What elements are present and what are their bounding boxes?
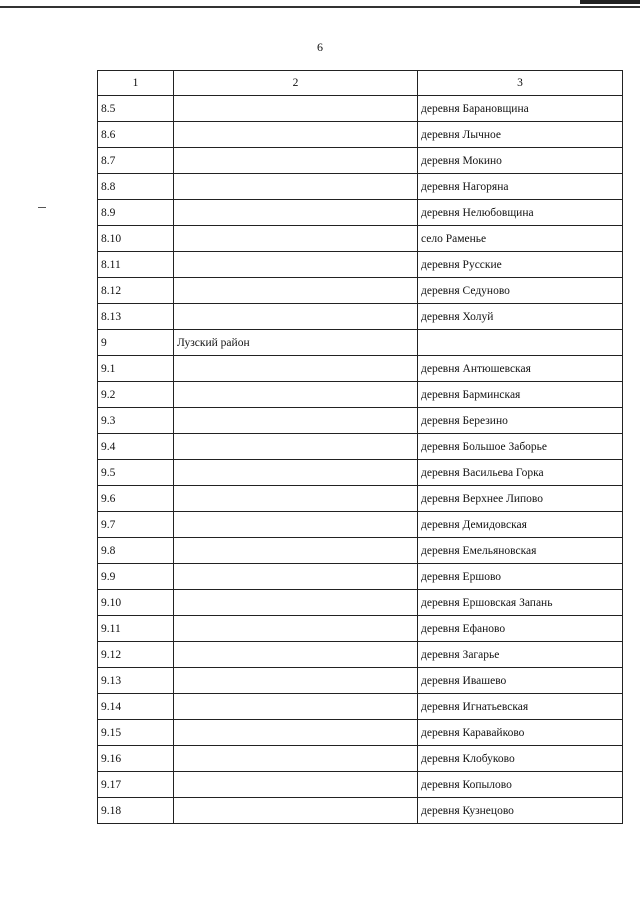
settlement-cell: деревня Нелюбовщина (418, 200, 623, 226)
row-number-cell: 8.13 (98, 304, 174, 330)
settlement-cell: деревня Мокино (418, 148, 623, 174)
district-cell (174, 538, 418, 564)
settlement-cell: деревня Верхнее Липово (418, 486, 623, 512)
row-number-cell: 9.1 (98, 356, 174, 382)
table-row (98, 122, 623, 148)
table-row (98, 746, 623, 772)
table-row (98, 538, 623, 564)
settlement-cell: деревня Барминская (418, 382, 623, 408)
district-cell (174, 122, 418, 148)
table-row (98, 668, 623, 694)
row-number-cell: 8.10 (98, 226, 174, 252)
settlement-cell: деревня Каравайково (418, 720, 623, 746)
margin-mark (38, 207, 46, 208)
table-row (98, 174, 623, 200)
district-cell (174, 96, 418, 122)
district-cell (174, 252, 418, 278)
row-number-cell: 9.7 (98, 512, 174, 538)
table-row (98, 564, 623, 590)
table-row (98, 720, 623, 746)
table-row (98, 304, 623, 330)
settlement-cell: деревня Загарье (418, 642, 623, 668)
table-row (98, 330, 623, 356)
settlement-cell: деревня Ершово (418, 564, 623, 590)
settlement-cell: деревня Седуново (418, 278, 623, 304)
row-number-cell: 9.11 (98, 616, 174, 642)
district-cell (174, 304, 418, 330)
settlement-cell: деревня Холуй (418, 304, 623, 330)
settlement-cell: деревня Лычное (418, 122, 623, 148)
district-cell (174, 278, 418, 304)
row-number-cell: 9.14 (98, 694, 174, 720)
row-number-cell: 9.3 (98, 408, 174, 434)
settlement-cell: деревня Русские (418, 252, 623, 278)
page-number: 6 (317, 40, 323, 54)
table-row (98, 460, 623, 486)
table-row (98, 200, 623, 226)
settlement-cell: деревня Игнатьевская (418, 694, 623, 720)
table-row (98, 772, 623, 798)
district-cell (174, 694, 418, 720)
district-cell: Лузский район (174, 330, 418, 356)
district-cell (174, 356, 418, 382)
settlement-cell: деревня Васильева Горка (418, 460, 623, 486)
row-number-cell: 8.6 (98, 122, 174, 148)
scan-top-edge-mark (580, 0, 640, 4)
row-number-cell: 9 (98, 330, 174, 356)
table-row (98, 148, 623, 174)
district-cell (174, 486, 418, 512)
scan-top-edge (0, 0, 640, 8)
district-cell (174, 720, 418, 746)
header-col-1: 1 (98, 71, 174, 96)
row-number-cell: 9.9 (98, 564, 174, 590)
table-header-row (98, 71, 623, 96)
settlement-cell: деревня Кузнецово (418, 798, 623, 824)
row-number-cell: 9.12 (98, 642, 174, 668)
district-cell (174, 200, 418, 226)
settlements-table (97, 70, 623, 824)
row-number-cell: 9.5 (98, 460, 174, 486)
table-row (98, 694, 623, 720)
table-row (98, 278, 623, 304)
settlement-cell: деревня Ефаново (418, 616, 623, 642)
row-number-cell: 9.4 (98, 434, 174, 460)
row-number-cell: 8.11 (98, 252, 174, 278)
district-cell (174, 434, 418, 460)
row-number-cell: 9.18 (98, 798, 174, 824)
settlement-cell: деревня Большое Заборье (418, 434, 623, 460)
row-number-cell: 9.2 (98, 382, 174, 408)
row-number-cell: 9.10 (98, 590, 174, 616)
district-cell (174, 590, 418, 616)
table-row (98, 434, 623, 460)
district-cell (174, 746, 418, 772)
table-row (98, 356, 623, 382)
settlement-cell: деревня Антюшевская (418, 356, 623, 382)
row-number-cell: 8.9 (98, 200, 174, 226)
row-number-cell: 9.13 (98, 668, 174, 694)
row-number-cell: 8.5 (98, 96, 174, 122)
settlement-cell: деревня Барановщина (418, 96, 623, 122)
district-cell (174, 616, 418, 642)
table-row (98, 226, 623, 252)
table-row (98, 252, 623, 278)
table-row (98, 96, 623, 122)
table-row (98, 616, 623, 642)
district-cell (174, 148, 418, 174)
table-row (98, 512, 623, 538)
district-cell (174, 798, 418, 824)
settlement-cell: деревня Емельяновская (418, 538, 623, 564)
district-cell (174, 642, 418, 668)
row-number-cell: 9.8 (98, 538, 174, 564)
settlement-cell: деревня Нагоряна (418, 174, 623, 200)
district-cell (174, 408, 418, 434)
table-row (98, 486, 623, 512)
table-row (98, 408, 623, 434)
row-number-cell: 9.6 (98, 486, 174, 512)
header-col-2: 2 (174, 71, 418, 96)
district-cell (174, 460, 418, 486)
district-cell (174, 226, 418, 252)
settlement-cell: деревня Клобуково (418, 746, 623, 772)
table-row (98, 382, 623, 408)
row-number-cell: 9.15 (98, 720, 174, 746)
row-number-cell: 8.7 (98, 148, 174, 174)
district-cell (174, 668, 418, 694)
district-cell (174, 772, 418, 798)
row-number-cell: 8.12 (98, 278, 174, 304)
row-number-cell: 9.17 (98, 772, 174, 798)
header-col-3: 3 (418, 71, 623, 96)
settlement-cell: деревня Ершовская Запань (418, 590, 623, 616)
settlement-cell (418, 330, 623, 356)
district-cell (174, 382, 418, 408)
settlement-cell: деревня Копылово (418, 772, 623, 798)
table-row (98, 798, 623, 824)
district-cell (174, 564, 418, 590)
district-cell (174, 512, 418, 538)
settlement-cell: деревня Березино (418, 408, 623, 434)
settlement-cell: село Раменье (418, 226, 623, 252)
row-number-cell: 8.8 (98, 174, 174, 200)
settlement-cell: деревня Ивашево (418, 668, 623, 694)
table-row (98, 642, 623, 668)
district-cell (174, 174, 418, 200)
table-body (98, 96, 623, 824)
table-row (98, 590, 623, 616)
settlement-cell: деревня Демидовская (418, 512, 623, 538)
row-number-cell: 9.16 (98, 746, 174, 772)
